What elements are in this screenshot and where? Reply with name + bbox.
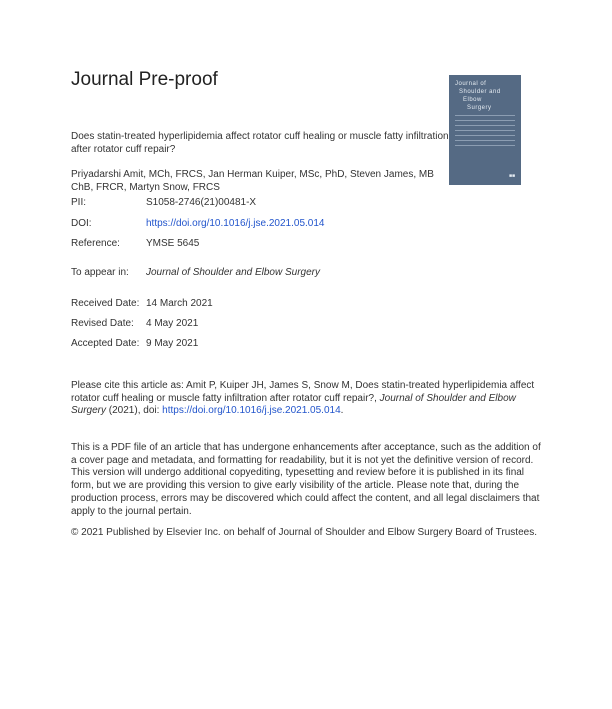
doi-label: DOI: (71, 218, 92, 229)
doi-link[interactable]: https://doi.org/10.1016/j.jse.2021.05.014 (146, 218, 325, 229)
citation-middle: (2021), doi: (106, 405, 163, 416)
cover-title-line1: Journal of (455, 81, 487, 87)
revised-label: Revised Date: (71, 318, 134, 329)
copyright-notice: © 2021 Published by Elsevier Inc. on behalf of Journal of Shoulder and Elbow Surgery Board of Trustees. (71, 527, 537, 538)
cover-title-line3: Elbow (463, 97, 482, 103)
journal-pre-proof-label: Journal Pre-proof (71, 69, 218, 90)
pii-label: PII: (71, 197, 87, 208)
citation-suffix: . (340, 405, 344, 416)
received-value: 14 March 2021 (146, 298, 213, 309)
citation-journal: Journal of Shoulder and Elbow Surgery (71, 392, 516, 416)
accepted-value: 9 May 2021 (146, 338, 199, 349)
citation-prefix: Please cite this article as: Amit P, Kuiper JH, James S, Snow M, Does statin-treated hyperlipidemia affect rotator cuff healing or muscle fatty infiltration after rotator cuff repair?, (71, 380, 535, 404)
cover-publisher-logo: ■■ (508, 173, 515, 179)
article-title: Does statin-treated hyperlipidemia affect rotator cuff healing or muscle fatty infiltration after rotator cuff repair? (71, 131, 449, 155)
received-label: Received Date: (71, 298, 140, 309)
to-appear-label: To appear in: (71, 267, 129, 278)
citation-paragraph (71, 380, 541, 418)
journal-cover-image (449, 75, 521, 185)
citation-doi-link[interactable]: https://doi.org/10.1016/j.jse.2021.05.014 (162, 405, 341, 416)
reference-value: YMSE 5645 (146, 238, 200, 249)
cover-title-line2: Shoulder and (459, 89, 501, 95)
to-appear-value: Journal of Shoulder and Elbow Surgery (146, 267, 320, 278)
revised-value: 4 May 2021 (146, 318, 199, 329)
cover-title-line4: Surgery (467, 105, 492, 111)
reference-label: Reference: (71, 238, 120, 249)
pre-proof-notice: This is a PDF file of an article that has undergone enhancements after acceptance, such as the addition of a cover page and metadata, and formatting for readability, but it is not yet the definitive version of record. This version will undergo additional copyediting, typesetting and review before it is published in its final form, but we are providing this version to give early visibility of the article. Please note that, during the production process, errors may be discovered which could affect the content, and all legal disclaimers that apply to the journal pertain. (71, 442, 541, 517)
pii-value: S1058-2746(21)00481-X (146, 197, 257, 208)
accepted-label: Accepted Date: (71, 338, 140, 349)
article-authors: Priyadarshi Amit, MCh, FRCS, Jan Herman Kuiper, MSc, PhD, Steven James, MB ChB, FRCR, Martyn Snow, FRCS (71, 169, 434, 193)
cover-text-lines (455, 115, 515, 150)
